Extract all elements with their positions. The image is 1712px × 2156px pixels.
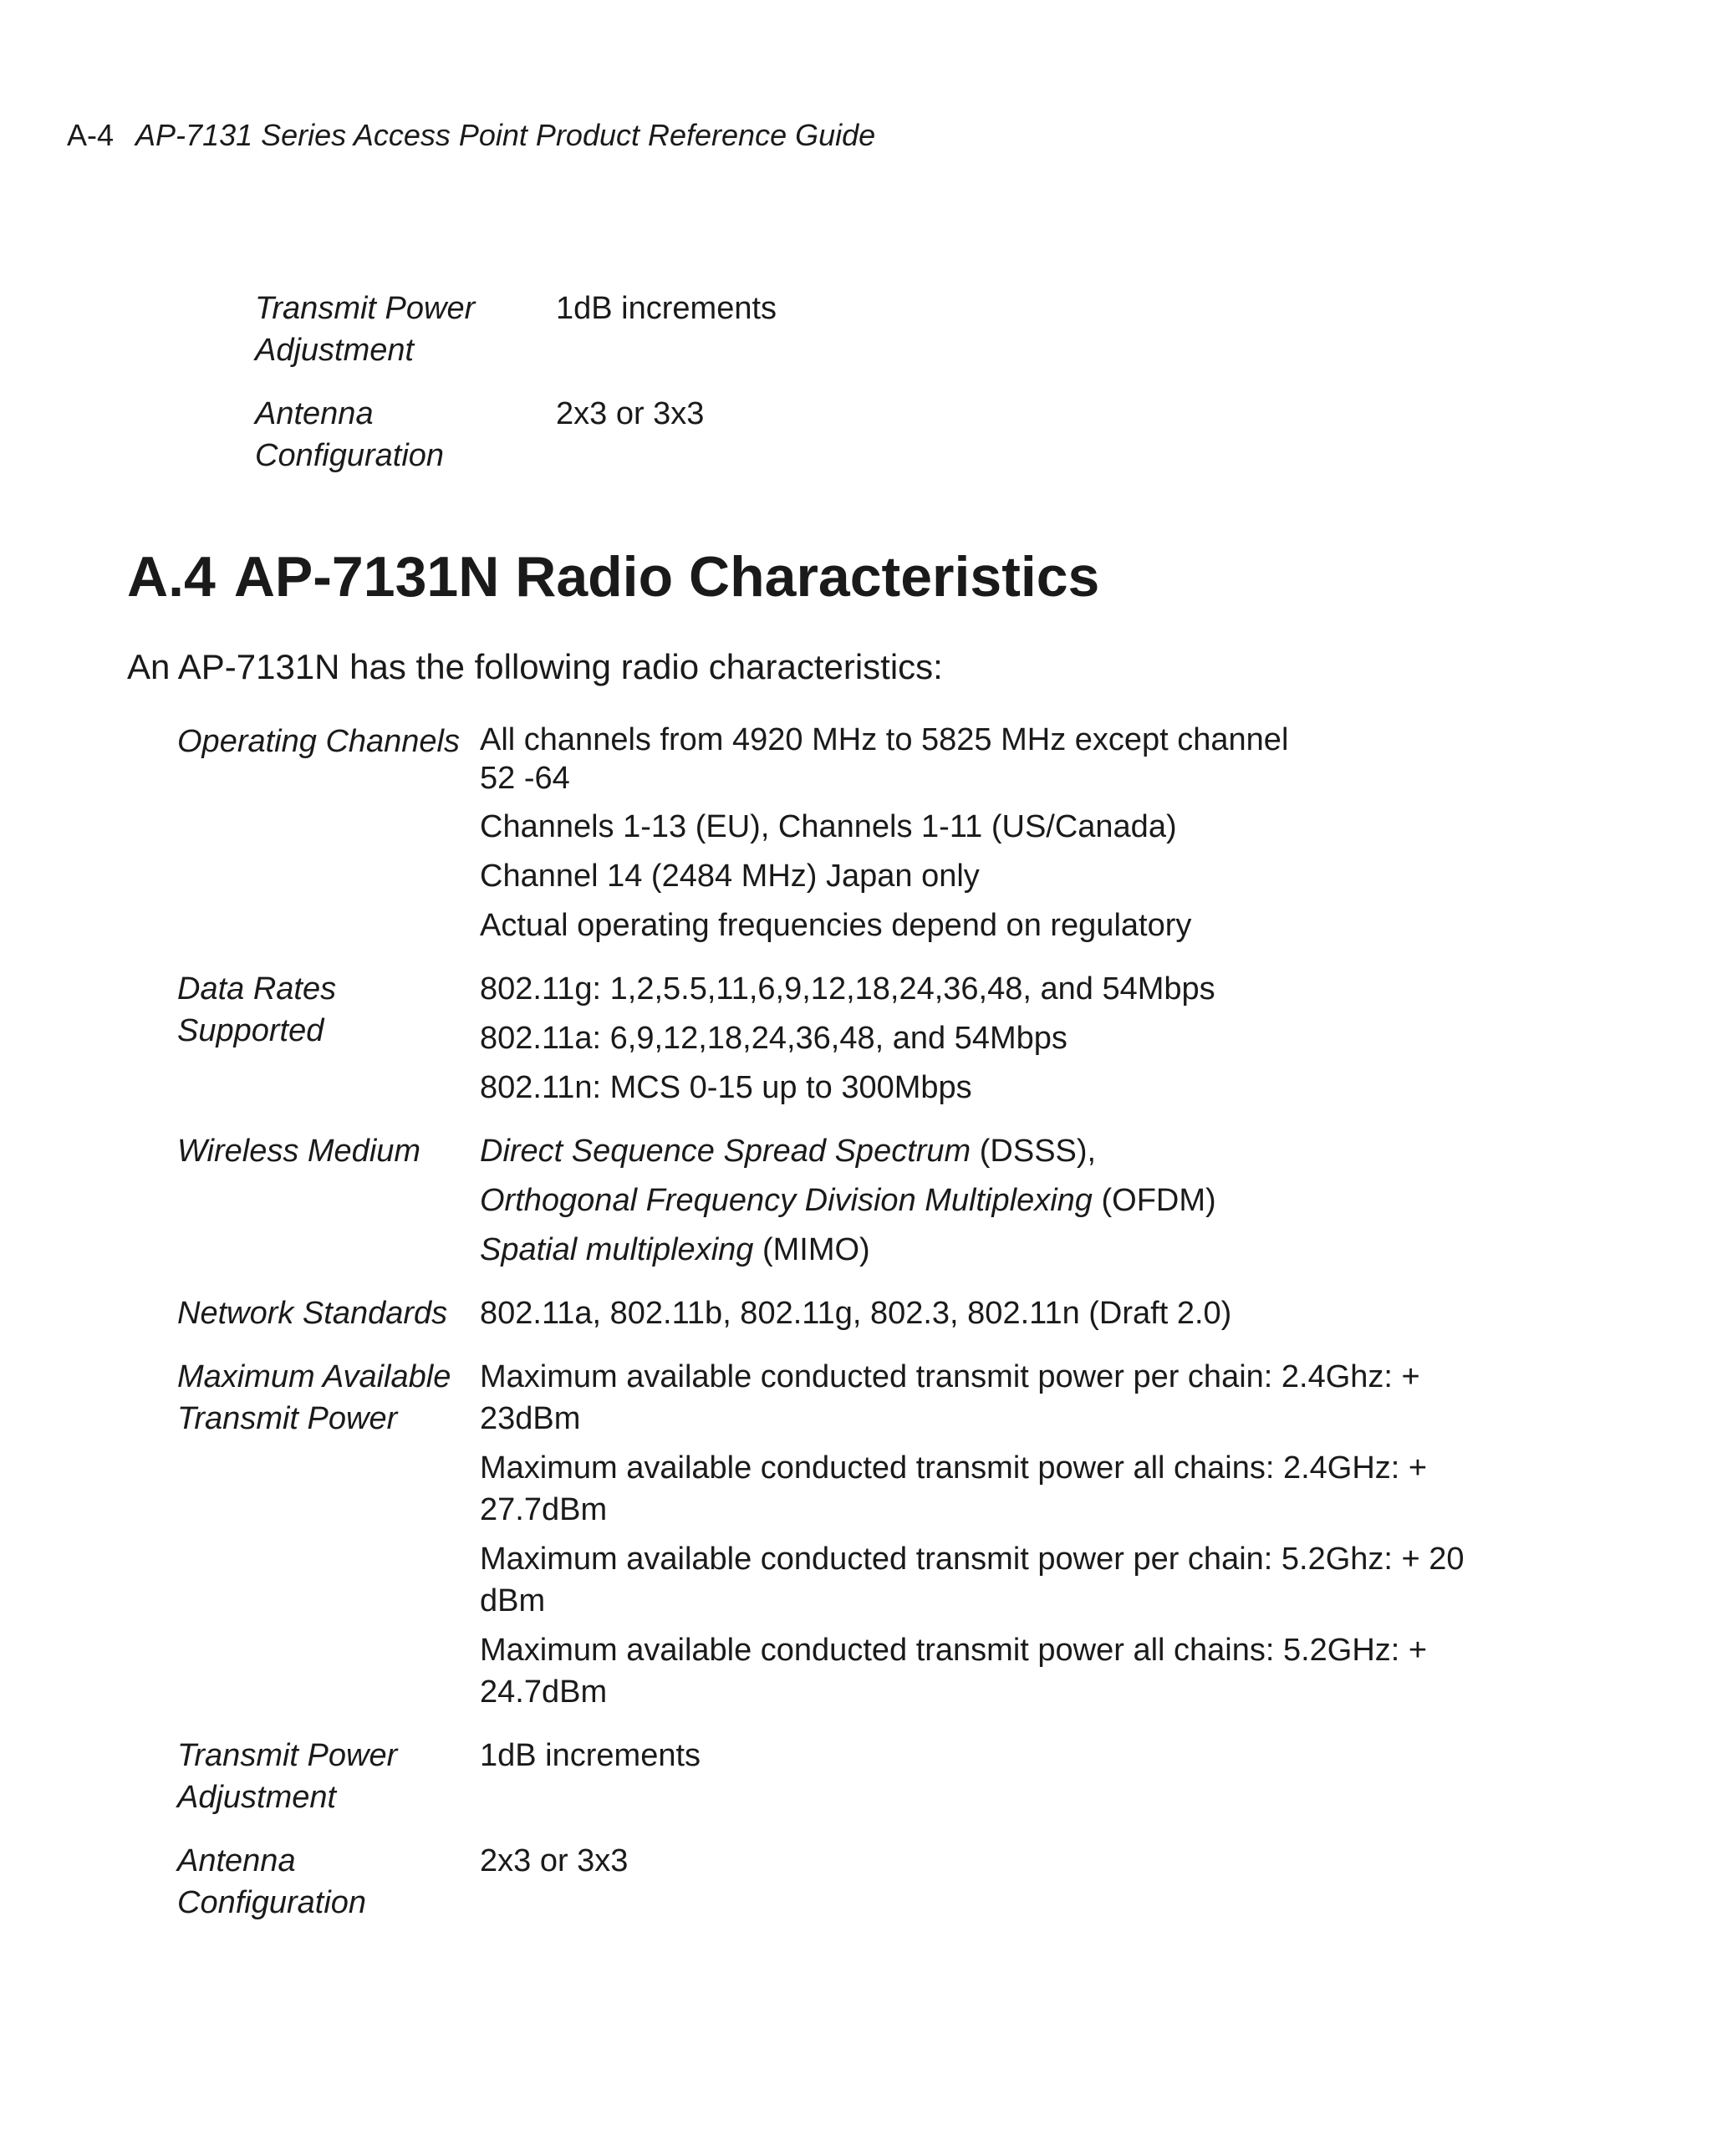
- spec-label-line: Adjustment: [177, 1780, 337, 1815]
- spec-value-line: 802.11g: 1,2,5.5,11,6,9,12,18,24,36,48, and 54Mbps: [480, 971, 1215, 1007]
- spec-label: Data Rates Supported: [177, 971, 337, 1048]
- spec-value: 1dB increments: [556, 291, 777, 326]
- spec-value-line: [480, 1229, 1483, 1271]
- medium-term: Orthogonal Frequency Division Multiplexing: [480, 1183, 1093, 1218]
- spec-row-antenna-configuration: [177, 1840, 1483, 1924]
- section-number: A.4: [127, 545, 216, 609]
- spec-value-line: [480, 721, 1483, 798]
- section-intro: An AP-7131N has the following radio characteristics:: [127, 647, 943, 686]
- medium-abbrev: (DSSS),: [971, 1134, 1097, 1169]
- medium-abbrev: (MIMO): [753, 1232, 870, 1267]
- spec-value: [480, 1356, 1483, 1713]
- spec-value-line: Maximum available conducted transmit power all chains: 5.2GHz: + 24.7dBm: [480, 1633, 1428, 1710]
- medium-term: Direct Sequence Spread Spectrum: [480, 1134, 971, 1169]
- spec-row-transmit-power-adjustment: [255, 288, 777, 371]
- spec-value-text: 52 -64: [480, 761, 570, 796]
- spec-row-max-transmit-power: [177, 1356, 1483, 1713]
- spec-row-transmit-power-adjustment: [177, 1735, 1483, 1818]
- section-title: AP-7131N Radio Characteristics: [233, 545, 1100, 609]
- page-number: A-4: [67, 118, 115, 152]
- spec-value-line: 802.11a: 6,9,12,18,24,36,48, and 54Mbps: [480, 1021, 1067, 1056]
- spec-value-line: Maximum available conducted transmit power all chains: 2.4GHz: + 27.7dBm: [480, 1450, 1428, 1527]
- spec-value-line: [480, 1130, 1483, 1172]
- spec-row-wireless-medium: [177, 1130, 1483, 1271]
- spec-label-line: Transmit Power: [255, 291, 476, 326]
- running-header: [67, 117, 875, 154]
- spec-value: 2x3 or 3x3: [556, 396, 705, 431]
- medium-abbrev: (OFDM): [1092, 1183, 1216, 1218]
- spec-label-line: Antenna: [255, 396, 374, 431]
- spec-value: [480, 968, 1483, 1109]
- spec-label: Wireless Medium: [177, 1134, 421, 1169]
- top-spec-table: [255, 288, 777, 477]
- spec-value: 802.11a, 802.11b, 802.11g, 802.3, 802.11n (Draft 2.0): [480, 1296, 1232, 1331]
- spec-label-line: Transmit Power: [177, 1401, 398, 1436]
- spec-label-line: Antenna: [177, 1843, 296, 1878]
- spec-label-line: Configuration: [177, 1885, 367, 1920]
- spec-label: Operating Channels: [177, 724, 460, 759]
- spec-value-line: 802.11n: MCS 0-15 up to 300Mbps: [480, 1070, 972, 1105]
- spec-value: 2x3 or 3x3: [480, 1843, 629, 1878]
- spec-value-line: Channels 1-13 (EU), Channels 1-11 (US/Canada): [480, 809, 1177, 844]
- spec-value: 1dB increments: [480, 1738, 701, 1773]
- spec-value-line: Maximum available conducted transmit power per chain: 5.2Ghz: + 20 dBm: [480, 1542, 1465, 1618]
- spec-value-line: Actual operating frequencies depend on regulatory: [480, 908, 1192, 943]
- spec-row-network-standards: [177, 1292, 1483, 1334]
- spec-value-line: Maximum available conducted transmit power per chain: 2.4Ghz: + 23dBm: [480, 1359, 1420, 1436]
- guide-title: AP-7131 Series Access Point Product Reference Guide: [135, 118, 876, 152]
- spec-value-line: [480, 1180, 1483, 1221]
- spec-label-line: Configuration: [255, 438, 445, 473]
- spec-label-line: Maximum Available: [177, 1359, 451, 1394]
- spec-row-data-rates: [177, 968, 1483, 1109]
- spec-value: [480, 1130, 1483, 1271]
- spec-label-line: Transmit Power: [177, 1738, 398, 1773]
- spec-value: [480, 721, 1483, 946]
- spec-label: [177, 1356, 480, 1713]
- spec-label: [255, 288, 556, 371]
- spec-label: [177, 1840, 480, 1924]
- spec-value-line: Channel 14 (2484 MHz) Japan only: [480, 859, 980, 894]
- spec-label-line: Adjustment: [255, 333, 415, 368]
- spec-label: [177, 1735, 480, 1818]
- spec-row-operating-channels: [177, 721, 1483, 946]
- medium-term: Spatial multiplexing: [480, 1232, 754, 1267]
- spec-row-antenna-configuration: [255, 393, 777, 477]
- section-heading: [127, 543, 1099, 610]
- spec-label: Network Standards: [177, 1296, 448, 1331]
- spec-value-text: All channels from 4920 MHz to 5825 MHz except channel: [480, 722, 1289, 757]
- radio-characteristics-table: [177, 721, 1483, 1924]
- spec-label: [255, 393, 556, 477]
